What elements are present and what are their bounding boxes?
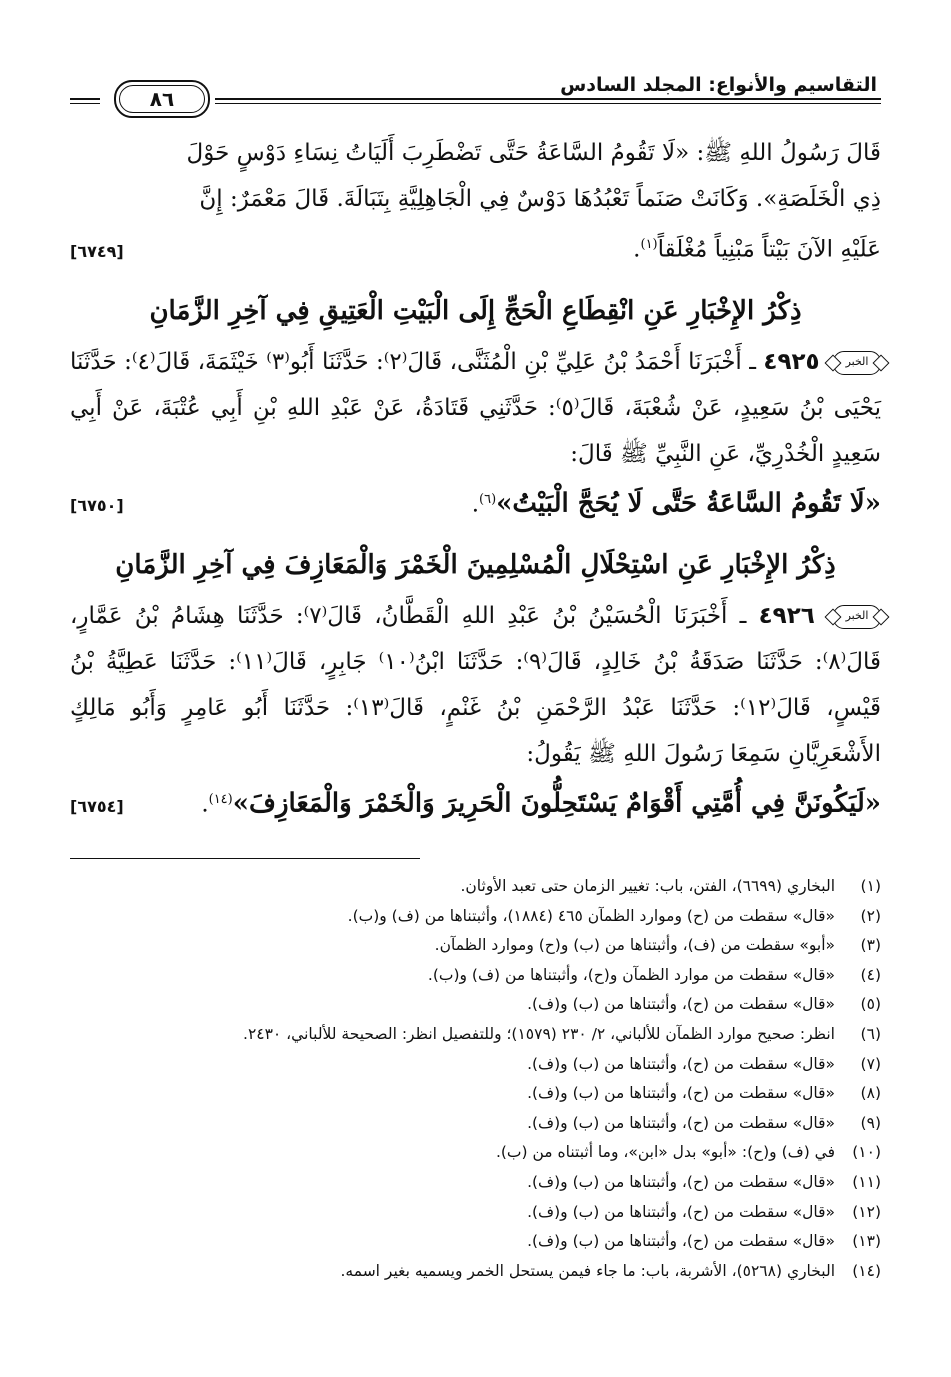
footnote-number: (٣) (860, 936, 881, 955)
footnote-divider (70, 858, 420, 859)
footnote (70, 902, 881, 932)
footnote-marker: (٦) (479, 491, 497, 507)
footnote-text: «قال» سقطت من (ح)، وأثبتناها من (ب) و(ف). (527, 1202, 835, 1221)
header-rule (70, 103, 100, 104)
hadith-matn-line: «لَا تَقُومُ السَّاعَةُ حَتَّى لَا يُحَجَّ الْبَيْتُ»$^{(٦)}$. [٦٧٥٠] (70, 477, 881, 530)
footnote-marker: (١) (640, 237, 658, 252)
footnote-number: (٨) (860, 1084, 881, 1103)
footnote-number: (٤) (860, 965, 881, 984)
header-rule (70, 98, 100, 100)
footnote (70, 1257, 881, 1287)
footnote-number: (٥) (860, 995, 881, 1014)
footnote-text: «أبو» سقطت من (ف)، وأثبتناها من (ب) و(ح) وموارد الظمآن. (434, 936, 835, 955)
running-title: التقاسيم والأنواع: المجلد السادس (560, 74, 877, 96)
footnote-number: (١٣) (852, 1232, 881, 1251)
intro-line-1: قَالَ رَسُولُ اللهِ ﷺ: «لَا تَقُومُ السَّاعَةُ حَتَّى تَضْطَرِبَ أَلَيَاتُ نِسَاءِ دَوْسٍ حَوْلَ (186, 140, 881, 166)
hadith-isnad (70, 593, 881, 777)
footnote-number: (١٢) (852, 1202, 881, 1221)
footnote (70, 990, 881, 1020)
page-number: ٨٦ (114, 80, 210, 118)
hadith-matn-line: «لَيَكُونَنَّ فِي أُمَّتِي أَقْوَامٌ يَسْتَحِلُّونَ الْحَرِيرَ وَالْخَمْرَ وَالْمَعَازِفَ»$^{(١٤)}$. [٦٧٥٤] (70, 777, 881, 830)
footnote-number: (١٤) (852, 1261, 881, 1280)
hadith-matn: «لَا تَقُومُ السَّاعَةُ حَتَّى لَا يُحَجَّ الْبَيْتُ» (496, 488, 881, 519)
footnote (70, 1227, 881, 1257)
footnote (70, 1109, 881, 1139)
khabar-ornament-icon: الخبر (833, 351, 881, 375)
page-header (70, 66, 881, 116)
footnote-number: (١٠) (852, 1143, 881, 1162)
footnote-text: «قال» سقطت من (ح)، وأثبتناها من (ب) و(ف). (527, 1172, 835, 1191)
footnote (70, 1020, 881, 1050)
main-text (70, 130, 881, 830)
footnote-number: (١) (860, 877, 881, 895)
footnote-text: «قال» سقطت من (ح)، وأثبتناها من (ب) و(ف). (527, 1232, 835, 1251)
hadith-isnad (70, 339, 881, 477)
footnotes (70, 872, 881, 1286)
footnote-text: في (ف) و(ح): «أبو» بدل «ابن»، وما أثبتناه من (ب). (495, 1143, 835, 1162)
footnote-number: (٢) (860, 906, 881, 925)
footnote (70, 1050, 881, 1080)
footnote-text: «قال» سقطت من موارد الظمآن و(ح)، وأثبتناها من (ف) و(ب). (427, 965, 835, 984)
hadith-number: ٤٩٢٥ (763, 348, 820, 375)
khabar-ornament-icon: الخبر (833, 605, 881, 629)
footnote (70, 1138, 881, 1168)
intro-line-2: ذِي الْخَلَصَةِ». وَكَانَتْ صَنَماً تَعْبُدُهَا دَوْسٌ فِي الْجَاهِلِيَّةِ بِتَبَالَةَ. قَالَ مَعْمَرٌ: إِنَّ (199, 186, 881, 212)
hadith-ref: [٦٧٥٠] (70, 496, 124, 516)
footnote-marker: (١٤) (208, 792, 233, 808)
isnad-text: ـ أَخْبَرَنَا أَحْمَدُ بْنُ عَلِيِّ بْنِ الْمُثَنَّى، قَالَ⁽٢⁾: حَدَّثَنَا أَبُو⁽٣⁾ خَيْثَمَةَ، قَالَ⁽٤⁾: حَدَّثَنَا يَحْيَى بْنُ سَعِيدٍ، عَنْ شُعْبَةَ، قَالَ⁽٥⁾: حَدَّثَنِي قَتَادَةُ، عَنْ عَبْدِ اللهِ بْنِ أَبِي عُتْبَةَ، عَنْ أَبِي سَعِيدٍ الْخُدْرِيِّ، عَنِ النَّبِيِّ ﷺ قَالَ: (70, 348, 881, 467)
hadith-ref: [٦٧٥٤] (70, 796, 124, 816)
footnote (70, 872, 881, 902)
footnote-text: البخاري (٦٦٩٩)، الفتن، باب: تغيير الزمان حتى تعبد الأوثان. (460, 877, 835, 895)
footnote-text: «قال» سقطت من (ح)، وأثبتناها من (ب) و(ف). (527, 1113, 835, 1132)
hadith-number: ٤٩٢٦ (758, 603, 815, 630)
footnote-number: (٧) (860, 1054, 881, 1073)
footnote-number: (٦) (860, 1024, 881, 1043)
footnote-text: «قال» سقطت من (ح)، وأثبتناها من (ب) و(ف). (527, 1084, 835, 1103)
intro-line-3-text: عَلَيْهِ الآنَ بَيْتاً مَبْنِياً مُغْلَقاً (657, 236, 881, 263)
isnad-text: ـ أَخْبَرَنَا الْحُسَيْنُ بْنُ عَبْدِ اللهِ الْقَطَّانُ، قَالَ⁽٧⁾: حَدَّثَنَا هِشَامُ بْنُ عَمَّارٍ، قَالَ⁽٨⁾: حَدَّثَنَا صَدَقَةُ بْنُ خَالِدٍ، قَالَ⁽٩⁾: حَدَّثَنَا ابْنُ⁽١٠⁾ جَابِرٍ، قَالَ⁽١١⁾: حَدَّثَنَا عَطِيَّةُ بْنُ قَيْسٍ، قَالَ⁽١٢⁾: حَدَّثَنَا عَبْدُ الرَّحْمَنِ بْنُ غَنْمٍ، قَالَ⁽١٣⁾: حَدَّثَنَا أَبُو عَامِرٍ وَأَبُو مَالِكٍ الأَشْعَرِيَّانِ سَمِعَا رَسُولَ اللهِ ﷺ يَقُولُ: (70, 603, 882, 768)
footnote (70, 961, 881, 991)
footnote-number: (٩) (860, 1113, 881, 1132)
header-rule (215, 103, 881, 104)
footnote (70, 931, 881, 961)
footnote-text: «قال» سقطت من (ح) وموارد الظمآن ٤٦٥ (١٨٨٤)، وأثبتناها من (ف) و(ب). (347, 906, 835, 925)
footnote (70, 1168, 881, 1198)
footnote-text: البخاري (٥٢٦٨)، الأشربة، باب: ما جاء فيمن يستحل الخمر ويسميه بغير اسمه. (340, 1261, 835, 1280)
footnote-number: (١١) (852, 1172, 881, 1191)
footnote (70, 1198, 881, 1228)
footnote-text: «قال» سقطت من (ح)، وأثبتناها من (ب) و(ف). (527, 1054, 835, 1073)
section-heading: ذِكْرُ الإِخْبَارِ عَنِ اسْتِحْلَالِ الْمُسْلِمِينَ الْخَمْرَ وَالْمَعَازِفَ فِي آخِرِ الزَّمَانِ (115, 550, 836, 581)
intro-line-3: عَلَيْهِ الآنَ بَيْتاً مَبْنِياً مُغْلَقاً$^{(١)}$. [٦٧٤٩] (70, 222, 881, 275)
hadith-matn: «لَيَكُونَنَّ فِي أُمَّتِي أَقْوَامٌ يَسْتَحِلُّونَ الْحَرِيرَ وَالْخَمْرَ وَالْمَعَازِفَ» (232, 788, 881, 819)
section-heading: ذِكْرُ الإِخْبَارِ عَنِ انْقِطَاعِ الْحَجِّ إِلَى الْبَيْتِ الْعَتِيقِ فِي آخِرِ الزَّمَانِ (149, 295, 802, 326)
footnote (70, 1079, 881, 1109)
footnote-text: «قال» سقطت من (ح)، وأثبتناها من (ب) و(ف). (527, 995, 835, 1014)
hadith-ref: [٦٧٤٩] (70, 241, 124, 261)
footnote-text: انظر: صحيح موارد الظمآن للألباني، ٢/ ٢٣٠ (١٥٧٩)؛ وللتفصيل انظر: الصحيحة للألباني، ٢٤٣٠. (243, 1024, 835, 1043)
header-rule (215, 98, 881, 100)
